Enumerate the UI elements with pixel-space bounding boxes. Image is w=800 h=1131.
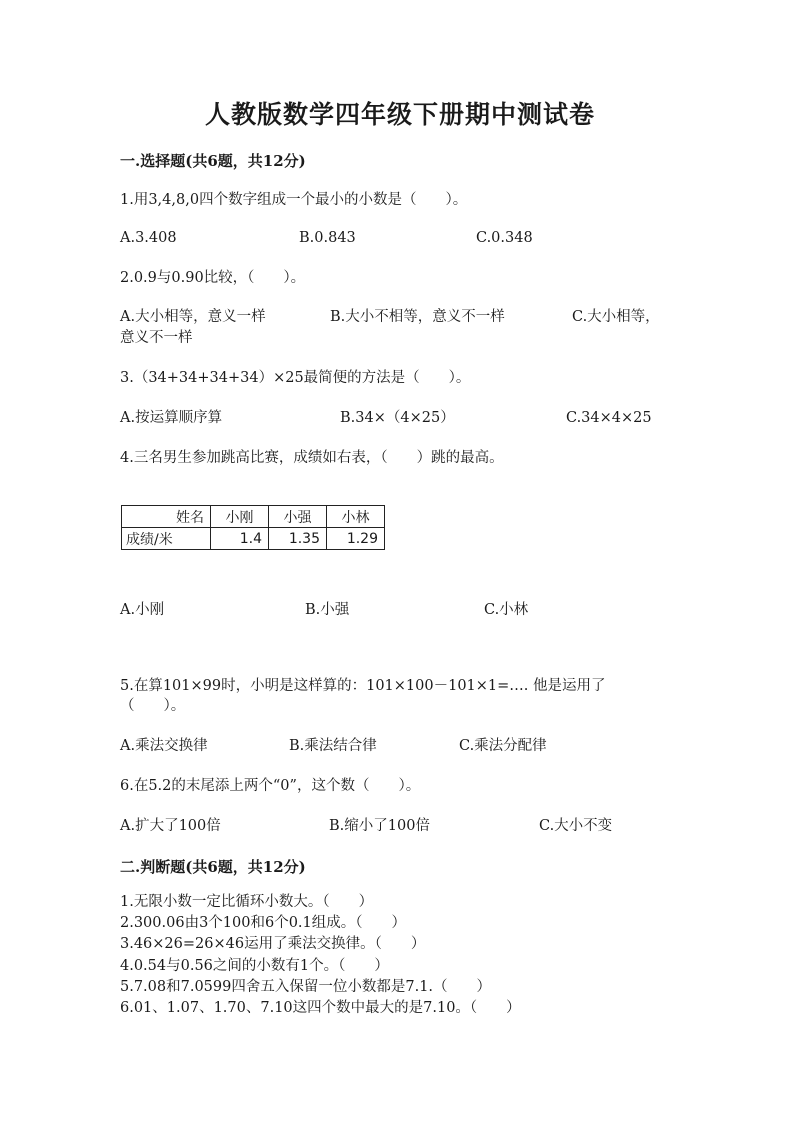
q4-option-c: C.小林 [484, 602, 529, 618]
judgement-item: 6.01、1.07、1.70、7.10这四个数中最大的是7.10。（ ） [120, 1000, 521, 1016]
q3-option-a: A.按运算顺序算 [120, 410, 223, 426]
q6-option-b: B.缩小了100倍 [329, 818, 430, 834]
q4-option-a: A.小刚 [120, 602, 165, 618]
section-heading-judgement: 二.判断题(共6题，共12分) [120, 858, 306, 876]
table-header-cell: 姓名 [122, 506, 211, 528]
judgement-item: 2.300.06由3个100和6个0.1组成。（ ） [120, 915, 407, 931]
q1-option-a: A.3.408 [120, 230, 177, 246]
q2-option-c-continued: 意义不一样 [120, 330, 193, 346]
page-title: 人教版数学四年级下册期中测试卷 [204, 100, 595, 129]
question-5: 5.在算101×99时，小明是这样算的：101×100－101×1=…. 他是运用了 [120, 678, 606, 694]
table-row [122, 528, 385, 550]
question-4: 4.三名男生参加跳高比赛，成绩如右表，（ ）跳的最高。 [120, 450, 504, 466]
table-cell: 1.4 [211, 528, 269, 550]
question-2: 2.0.9与0.90比较，（ ）。 [120, 270, 306, 286]
q2-option-a: A.大小相等，意义一样 [120, 309, 266, 325]
table-cell: 1.35 [269, 528, 327, 550]
q2-option-c: C.大小相等， [572, 309, 660, 325]
q1-option-c: C.0.348 [476, 230, 533, 246]
table-header-cell: 小强 [269, 506, 327, 528]
table-cell: 1.29 [327, 528, 385, 550]
q4-option-b: B.小强 [305, 602, 350, 618]
q1-option-b: B.0.843 [299, 230, 356, 246]
table-header-cell: 小刚 [211, 506, 269, 528]
q2-option-b: B.大小不相等，意义不一样 [330, 309, 505, 325]
judgement-item: 5.7.08和7.0599四舍五入保留一位小数都是7.1.（ ） [120, 979, 492, 995]
q6-option-c: C.大小不变 [539, 818, 613, 834]
table-cell: 成绩/米 [122, 528, 211, 550]
table-header-cell: 小林 [327, 506, 385, 528]
question-6: 6.在5.2的末尾添上两个“0”，这个数（ ）。 [120, 778, 421, 794]
q6-option-a: A.扩大了100倍 [120, 818, 221, 834]
judgement-item: 4.0.54与0.56之间的小数有1个。（ ） [120, 958, 389, 974]
section-heading-choice: 一.选择题(共6题，共12分) [120, 152, 306, 170]
q5-option-a: A.乘法交换律 [120, 738, 208, 754]
question-3: 3.（34+34+34+34）×25最简便的方法是（ ）。 [120, 370, 471, 386]
q5-option-b: B.乘法结合律 [289, 738, 377, 754]
score-table [121, 505, 385, 550]
judgement-item: 3.46×26=26×46运用了乘法交换律。（ ） [120, 936, 426, 952]
question-5-continued: （ ）。 [120, 698, 186, 714]
table-header-row [122, 506, 385, 528]
question-1: 1.用3,4,8,0四个数字组成一个最小的小数是（ ）。 [120, 192, 468, 208]
q3-option-c: C.34×4×25 [566, 410, 652, 426]
q3-option-b: B.34×（4×25） [340, 410, 455, 426]
q5-option-c: C.乘法分配律 [459, 738, 547, 754]
judgement-item: 1.无限小数一定比循环小数大。（ ） [120, 894, 374, 910]
